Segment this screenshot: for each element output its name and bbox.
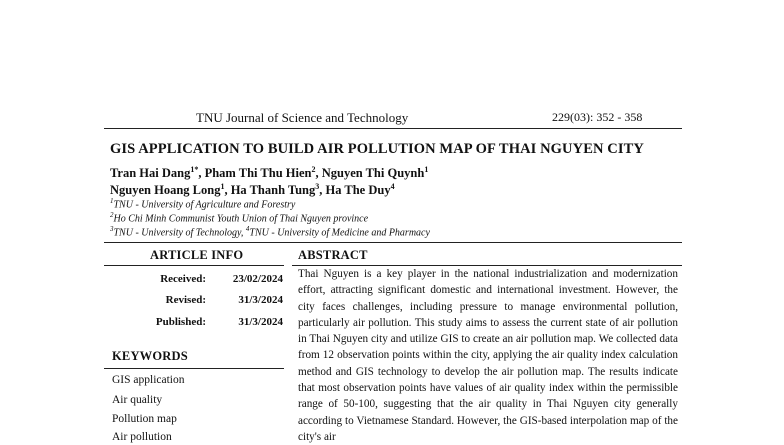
affiliation-sup: 1	[110, 197, 114, 205]
affiliation-text: TNU - University of Agriculture and Forestry	[113, 199, 296, 211]
header-rule	[104, 128, 682, 129]
affiliation-text: Ho Chi Minh Communist Youth Union of Thai Nguyen province	[113, 213, 369, 225]
keyword-item: GIS application	[112, 374, 185, 386]
received-label: Received:	[160, 273, 206, 285]
keywords-rule	[104, 368, 284, 369]
received-date: 23/02/2024	[232, 273, 283, 285]
author-sup: 1	[424, 165, 429, 174]
abstract-heading: ABSTRACT	[298, 248, 368, 262]
article-info-rule	[104, 265, 284, 266]
paper-title: GIS APPLICATION TO BUILD AIR POLLUTION MAP OF THAI NGUYEN CITY	[110, 141, 644, 157]
author-name: Tran Hai Dang	[110, 166, 191, 181]
journal-issue: 229(03): 352 - 358	[552, 110, 643, 124]
author-sup: 4	[390, 182, 395, 191]
keywords-heading: KEYWORDS	[112, 349, 188, 363]
affiliation-sup: 2	[110, 211, 114, 219]
revised-date: 31/3/2024	[238, 294, 283, 306]
keyword-item: Pollution map	[112, 413, 177, 425]
keyword-item: Air pollution	[112, 431, 172, 443]
affiliation-1	[110, 197, 295, 210]
authors-line-1: Tran Hai Dang$^{1*}$, Pham Thi Thu Hien$^2$, Nguyen Thi Quynh$^1$	[110, 165, 429, 181]
author-sup: 1	[220, 182, 225, 191]
affiliation-3	[110, 225, 430, 238]
author-sup: 2	[311, 165, 316, 174]
author-name: Nguyen Hoang Long	[110, 183, 221, 198]
affiliation-2	[110, 211, 368, 224]
author-name: Pham Thi Thu Hien	[204, 166, 312, 181]
keyword-item: Air quality	[112, 394, 163, 406]
author-name: Ha Thanh Tung	[230, 183, 316, 198]
section-rule-top	[104, 242, 682, 243]
affiliation-text: TNU - University of Technology,	[113, 227, 246, 239]
journal-name: TNU Journal of Science and Technology	[196, 110, 409, 125]
affiliation-text: TNU - University of Medicine and Pharmacy	[249, 227, 430, 239]
affiliation-sup: 3	[110, 225, 114, 233]
published-label: Published:	[155, 316, 206, 328]
revised-label: Revised:	[165, 294, 206, 306]
author-name: Ha The Duy	[325, 183, 391, 198]
affiliation-sup: 4	[245, 225, 250, 233]
abstract-text: Thai Nguyen is a key player in the national industrialization and modernization effort, attracting significant domestic and international investment. However, the city faces challenges, including pressure to manage environmental pollution, particularly air pollution. This study aims to assess the current state of air pollution in Thai Nguyen city and utilize GIS to create an air pollution map. We collected data from 12 observation points within the city, applying the air quality index calculation method and GIS technology to develop the air pollution map. The results indicate that most observation points have values of air quality index within the permissible range of 50-100, suggesting that the air quality in Thai Nguyen city generally according to Vietnamese Standard. However, the GIS-based interpolation map of the city's air	[298, 268, 678, 443]
author-sup: 1*	[190, 165, 199, 174]
article-info-heading: ARTICLE INFO	[150, 248, 244, 262]
author-name: Nguyen Thi Quynh	[321, 166, 425, 181]
authors-line-2: Nguyen Hoang Long$^1$, Ha Thanh Tung$^3$, Ha The Duy$^4$	[110, 182, 395, 198]
published-date: 31/3/2024	[238, 316, 283, 328]
author-sup: 3	[315, 182, 320, 191]
